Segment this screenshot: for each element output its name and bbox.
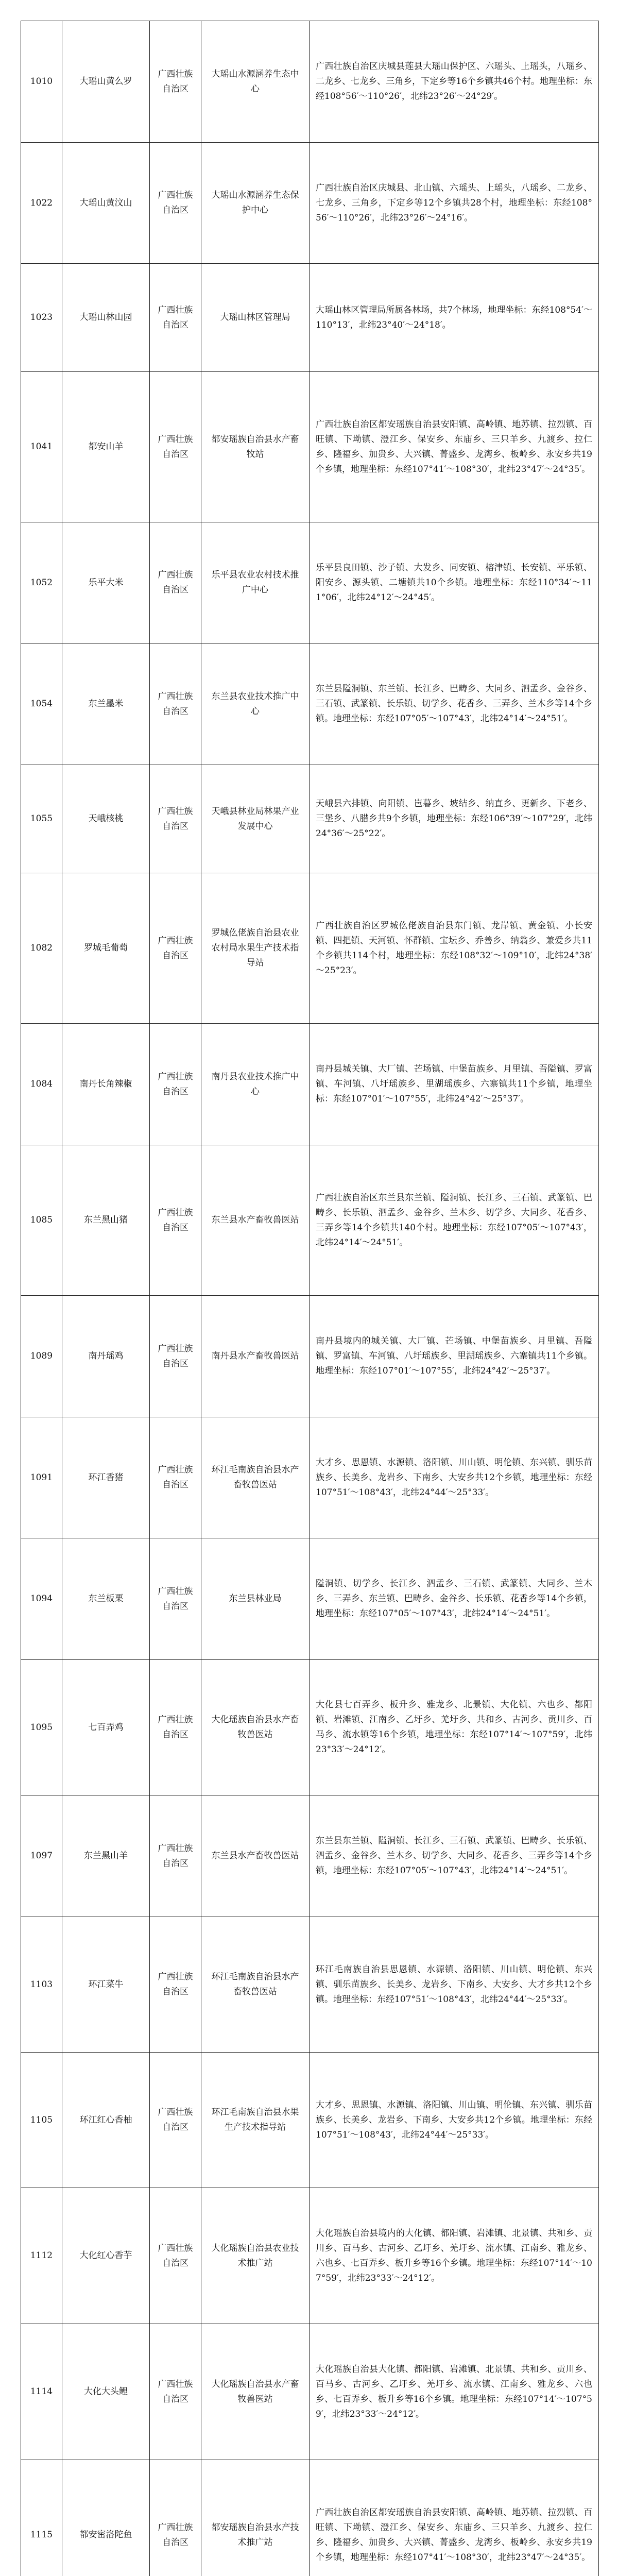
region-cell: 广西壮族自治区 <box>150 372 201 522</box>
product-name-cell: 环江红心香柚 <box>62 2053 150 2188</box>
row-number-cell: 1022 <box>21 143 62 264</box>
applicant-unit-cell: 环江毛南族自治县水产畜牧兽医站 <box>201 1417 310 1538</box>
protection-scope-cell: 大才乡、思恩镇、水源镇、洛阳镇、川山镇、明伦镇、东兴镇、驯乐苗族乡、长美乡、龙岩乡、下南乡、大安乡共12个乡镇，地理坐标：东经107°51′～108°43′，北纬24°44′～25°33′。 <box>310 1417 599 1538</box>
region-cell: 广西壮族自治区 <box>150 1417 201 1538</box>
product-name-cell: 七百弄鸡 <box>62 1660 150 1795</box>
region-cell: 广西壮族自治区 <box>150 522 201 643</box>
row-number-cell: 1085 <box>21 1145 62 1296</box>
region-cell: 广西壮族自治区 <box>150 2053 201 2188</box>
applicant-unit-cell: 东兰县水产畜牧兽医站 <box>201 1795 310 1917</box>
product-name-cell: 东兰黑山羊 <box>62 1795 150 1917</box>
region-cell: 广西壮族自治区 <box>150 765 201 873</box>
row-number-cell: 1054 <box>21 643 62 765</box>
product-name-cell: 大瑶山林山园 <box>62 264 150 372</box>
table-row <box>21 143 599 264</box>
product-name-cell: 环江香猪 <box>62 1417 150 1538</box>
row-number-cell: 1103 <box>21 1917 62 2053</box>
applicant-unit-cell: 大化瑶族自治县水产畜牧兽医站 <box>201 2324 310 2460</box>
product-name-cell: 大化大头鲤 <box>62 2324 150 2460</box>
table-row <box>21 1417 599 1538</box>
applicant-unit-cell: 乐平县农业农村技术推广中心 <box>201 522 310 643</box>
region-cell: 广西壮族自治区 <box>150 2188 201 2324</box>
applicant-unit-cell: 南丹县农业技术推广中心 <box>201 1024 310 1145</box>
protection-scope-cell: 广西壮族自治区东兰县东兰镇、隘洞镇、长江乡、三石镇、武篆镇、巴畴乡、长乐镇、泗孟乡、金谷乡、兰木乡、切学乡、大同乡、花香乡、三弄乡等14个乡镇共140个村。地理坐标：东经107°05′～107°43′，北纬24°14′～24°51′。 <box>310 1145 599 1296</box>
region-cell: 广西壮族自治区 <box>150 264 201 372</box>
table-row <box>21 2188 599 2324</box>
row-number-cell: 1094 <box>21 1538 62 1660</box>
product-name-cell: 东兰板栗 <box>62 1538 150 1660</box>
applicant-unit-cell: 环江毛南族自治县水果生产技术指导站 <box>201 2053 310 2188</box>
table-row <box>21 1660 599 1795</box>
table-row <box>21 2460 599 2576</box>
protection-scope-cell: 大化县七百弄乡、板升乡、雅龙乡、北景镇、大化镇、六也乡、都阳镇、岩滩镇、江南乡、乙圩乡、羌圩乡、共和乡、古河乡、贡川乡、百马乡、流水镇等16个乡镇，地理坐标：东经107°14′～107°59′，北纬23°33′～24°12′。 <box>310 1660 599 1795</box>
table-row <box>21 1296 599 1417</box>
row-number-cell: 1112 <box>21 2188 62 2324</box>
region-cell: 广西壮族自治区 <box>150 1795 201 1917</box>
product-name-cell: 天峨核桃 <box>62 765 150 873</box>
applicant-unit-cell: 南丹县水产畜牧兽医站 <box>201 1296 310 1417</box>
protection-scope-cell: 大瑶山林区管理局所属各林场，共7个林场，地理坐标：东经108°54′～110°13′，北纬23°40′～24°18′。 <box>310 264 599 372</box>
table-row <box>21 264 599 372</box>
row-number-cell: 1115 <box>21 2460 62 2576</box>
region-cell: 广西壮族自治区 <box>150 1296 201 1417</box>
applicant-unit-cell: 都安瑶族自治县水产畜牧站 <box>201 372 310 522</box>
product-name-cell: 环江菜牛 <box>62 1917 150 2053</box>
applicant-unit-cell: 天峨县林业局林果产业发展中心 <box>201 765 310 873</box>
protection-scope-cell: 大才乡、思恩镇、水源镇、洛阳镇、川山镇、明伦镇、东兴镇、驯乐苗族乡、长美乡、龙岩乡、下南乡、大安乡共12个乡镇。地理坐标：东经107°51′～108°43′，北纬24°44′～25°33′。 <box>310 2053 599 2188</box>
row-number-cell: 1055 <box>21 765 62 873</box>
table-row <box>21 765 599 873</box>
product-name-cell: 南丹长角辣椒 <box>62 1024 150 1145</box>
row-number-cell: 1084 <box>21 1024 62 1145</box>
region-cell: 广西壮族自治区 <box>150 143 201 264</box>
product-name-cell: 大瑶山黄么罗 <box>62 21 150 143</box>
region-cell: 广西壮族自治区 <box>150 1024 201 1145</box>
applicant-unit-cell: 大化瑶族自治县水产畜牧兽医站 <box>201 1660 310 1795</box>
registry-table <box>21 21 599 2576</box>
applicant-unit-cell: 都安瑶族自治县水产技术推广站 <box>201 2460 310 2576</box>
row-number-cell: 1097 <box>21 1795 62 1917</box>
protection-scope-cell: 广西壮族自治区庆城县莲县大瑶山保护区、六瑶头、上瑶头，八瑶乡、二龙乡、七龙乡、三角乡，下定乡等16个乡镇共46个村。地理坐标：东经108°56′～110°26′，北纬23°26′～24°29′。 <box>310 21 599 143</box>
protection-scope-cell: 环江毛南族自治县思恩镇、水源镇、洛阳镇、川山镇、明伦镇、东兴镇、驯乐苗族乡、长美乡、龙岩乡、下南乡、大安乡、大才乡共12个乡镇。地理坐标：东经107°51′～108°43′，北纬24°44′～25°33′。 <box>310 1917 599 2053</box>
table-row <box>21 873 599 1024</box>
row-number-cell: 1010 <box>21 21 62 143</box>
protection-scope-cell: 东兰县隘洞镇、东兰镇、长江乡、巴畴乡、大同乡、泗孟乡、金谷乡、三石镇、武篆镇、长乐镇、切学乡、花香乡、三弄乡、兰木乡等14个乡镇。地理坐标：东经107°05′～107°43′，北纬24°14′～24°51′。 <box>310 643 599 765</box>
protection-scope-cell: 广西壮族自治区都安瑶族自治县安阳镇、高岭镇、地苏镇、拉烈镇、百旺镇、下坳镇、澄江乡、保安乡、东庙乡、三只羊乡、九渡乡、拉仁乡、隆福乡、加贵乡、大兴镇、菁盛乡、龙湾乡、板岭乡、永安乡共19个乡镇，地理坐标：东经107°41′～108°30′，北纬23°47′～24°35′。 <box>310 372 599 522</box>
table-row <box>21 1024 599 1145</box>
table-row <box>21 2053 599 2188</box>
table-row <box>21 1538 599 1660</box>
region-cell: 广西壮族自治区 <box>150 2460 201 2576</box>
row-number-cell: 1089 <box>21 1296 62 1417</box>
applicant-unit-cell: 罗城仫佬族自治县农业农村局水果生产技术指导站 <box>201 873 310 1024</box>
region-cell: 广西壮族自治区 <box>150 1660 201 1795</box>
row-number-cell: 1095 <box>21 1660 62 1795</box>
applicant-unit-cell: 大化瑶族自治县农业技术推广站 <box>201 2188 310 2324</box>
applicant-unit-cell: 大瑶山林区管理局 <box>201 264 310 372</box>
protection-scope-cell: 南丹县城关镇、大厂镇、芒场镇、中堡苗族乡、月里镇、吾隘镇、罗富镇、车河镇、八圩瑶族乡、里湖瑶族乡、六寨镇共11个乡镇，地理坐标：东经107°01′～107°55′，北纬24°42′～25°37′。 <box>310 1024 599 1145</box>
region-cell: 广西壮族自治区 <box>150 1917 201 2053</box>
protection-scope-cell: 广西壮族自治区都安瑶族自治县安阳镇、高岭镇、地苏镇、拉烈镇、百旺镇、下坳镇、澄江乡、保安乡、东庙乡、三只羊乡、九渡乡、拉仁乡、隆福乡、加贵乡、大兴镇、菁盛乡、龙湾乡、板岭乡、永安乡共19个乡镇，地理坐标：东经107°41′～108°30′，北纬23°47′～24°35′。 <box>310 2460 599 2576</box>
protection-scope-cell: 乐平县良田镇、沙子镇、大发乡、同安镇、榕津镇、长安镇、平乐镇、阳安乡、源头镇、二塘镇共10个乡镇。地理坐标：东经110°34′～111°06′，北纬24°12′～24°45′。 <box>310 522 599 643</box>
product-name-cell: 南丹瑶鸡 <box>62 1296 150 1417</box>
region-cell: 广西壮族自治区 <box>150 873 201 1024</box>
applicant-unit-cell: 大瑶山水源涵养生态中心 <box>201 21 310 143</box>
row-number-cell: 1082 <box>21 873 62 1024</box>
region-cell: 广西壮族自治区 <box>150 643 201 765</box>
row-number-cell: 1023 <box>21 264 62 372</box>
row-number-cell: 1091 <box>21 1417 62 1538</box>
table-row <box>21 643 599 765</box>
product-name-cell: 东兰墨米 <box>62 643 150 765</box>
protection-scope-cell: 隘洞镇、切学乡、长江乡、泗孟乡、三石镇、武篆镇、大同乡、兰木乡、三弄乡、东兰镇、巴畴乡、金谷乡、长乐镇、花香乡等14个乡镇，地理坐标：东经107°05′～107°43′，北纬24°14′～24°51′。 <box>310 1538 599 1660</box>
product-name-cell: 大瑶山黄汶山 <box>62 143 150 264</box>
table-row <box>21 1917 599 2053</box>
table-row <box>21 2324 599 2460</box>
registry-table-body <box>21 21 599 2576</box>
row-number-cell: 1041 <box>21 372 62 522</box>
product-name-cell: 乐平大米 <box>62 522 150 643</box>
table-row <box>21 21 599 143</box>
protection-scope-cell: 南丹县境内的城关镇、大厂镇、芒场镇、中堡苗族乡、月里镇、吾隘镇、罗富镇、车河镇、八圩瑶族乡、里湖瑶族乡、六寨镇共11个乡镇。地理坐标：东经107°01′～107°55′，北纬24°42′～25°37′。 <box>310 1296 599 1417</box>
protection-scope-cell: 大化瑶族自治县境内的大化镇、都阳镇、岩滩镇、北景镇、共和乡、贡川乡、百马乡、古河乡、乙圩乡、羌圩乡、流水镇、江南乡、雅龙乡、六也乡、七百弄乡、板升乡等16个乡镇。地理坐标：东经107°14′～107°59′，北纬23°33′～24°12′。 <box>310 2188 599 2324</box>
protection-scope-cell: 大化瑶族自治县大化镇、都阳镇、岩滩镇、北景镇、共和乡、贡川乡、百马乡、古河乡、乙圩乡、羌圩乡、流水镇、江南乡、雅龙乡、六也乡、七百弄乡、板升乡等16个乡镇。地理坐标：东经107°14′～107°59′，北纬23°33′～24°12′。 <box>310 2324 599 2460</box>
table-row <box>21 1795 599 1917</box>
applicant-unit-cell: 东兰县农业技术推广中心 <box>201 643 310 765</box>
protection-scope-cell: 广西壮族自治区庆城县、北山镇、六瑶头、上瑶头，八瑶乡、二龙乡、七龙乡、三角乡，下定乡等12个乡镇共28个村，地理坐标：东经108°56′～110°26′，北纬23°26′～24°16′。 <box>310 143 599 264</box>
protection-scope-cell: 广西壮族自治区罗城仫佬族自治县东门镇、龙岸镇、黄金镇、小长安镇、四把镇、天河镇、怀群镇、宝坛乡、乔善乡、纳翁乡、兼爱乡共11个乡镇共114个村，地理坐标：东经108°32′～109°10′，北纬24°38′～25°23′。 <box>310 873 599 1024</box>
row-number-cell: 1105 <box>21 2053 62 2188</box>
row-number-cell: 1114 <box>21 2324 62 2460</box>
product-name-cell: 都安密洛陀鱼 <box>62 2460 150 2576</box>
applicant-unit-cell: 大瑶山水源涵养生态保护中心 <box>201 143 310 264</box>
applicant-unit-cell: 东兰县林业局 <box>201 1538 310 1660</box>
protection-scope-cell: 东兰县东兰镇、隘洞镇、长江乡、三石镇、武篆镇、巴畴乡、长乐镇、泗孟乡、金谷乡、兰木乡、切学乡、大同乡、花香乡、三弄乡等14个乡镇，地理坐标：东经107°05′～107°43′，北纬24°14′～24°51′。 <box>310 1795 599 1917</box>
applicant-unit-cell: 环江毛南族自治县水产畜牧兽医站 <box>201 1917 310 2053</box>
row-number-cell: 1052 <box>21 522 62 643</box>
product-name-cell: 都安山羊 <box>62 372 150 522</box>
table-row <box>21 522 599 643</box>
table-row <box>21 1145 599 1296</box>
product-name-cell: 东兰黑山猪 <box>62 1145 150 1296</box>
applicant-unit-cell: 东兰县水产畜牧兽医站 <box>201 1145 310 1296</box>
table-row <box>21 372 599 522</box>
region-cell: 广西壮族自治区 <box>150 1538 201 1660</box>
region-cell: 广西壮族自治区 <box>150 1145 201 1296</box>
protection-scope-cell: 天峨县六排镇、向阳镇、岜暮乡、坡结乡、纳直乡、更新乡、下老乡、三堡乡、八腊乡共9个乡镇，地理坐标：东经106°39′～107°29′，北纬24°36′～25°22′。 <box>310 765 599 873</box>
product-name-cell: 罗城毛葡萄 <box>62 873 150 1024</box>
product-name-cell: 大化红心香芋 <box>62 2188 150 2324</box>
region-cell: 广西壮族自治区 <box>150 21 201 143</box>
region-cell: 广西壮族自治区 <box>150 2324 201 2460</box>
